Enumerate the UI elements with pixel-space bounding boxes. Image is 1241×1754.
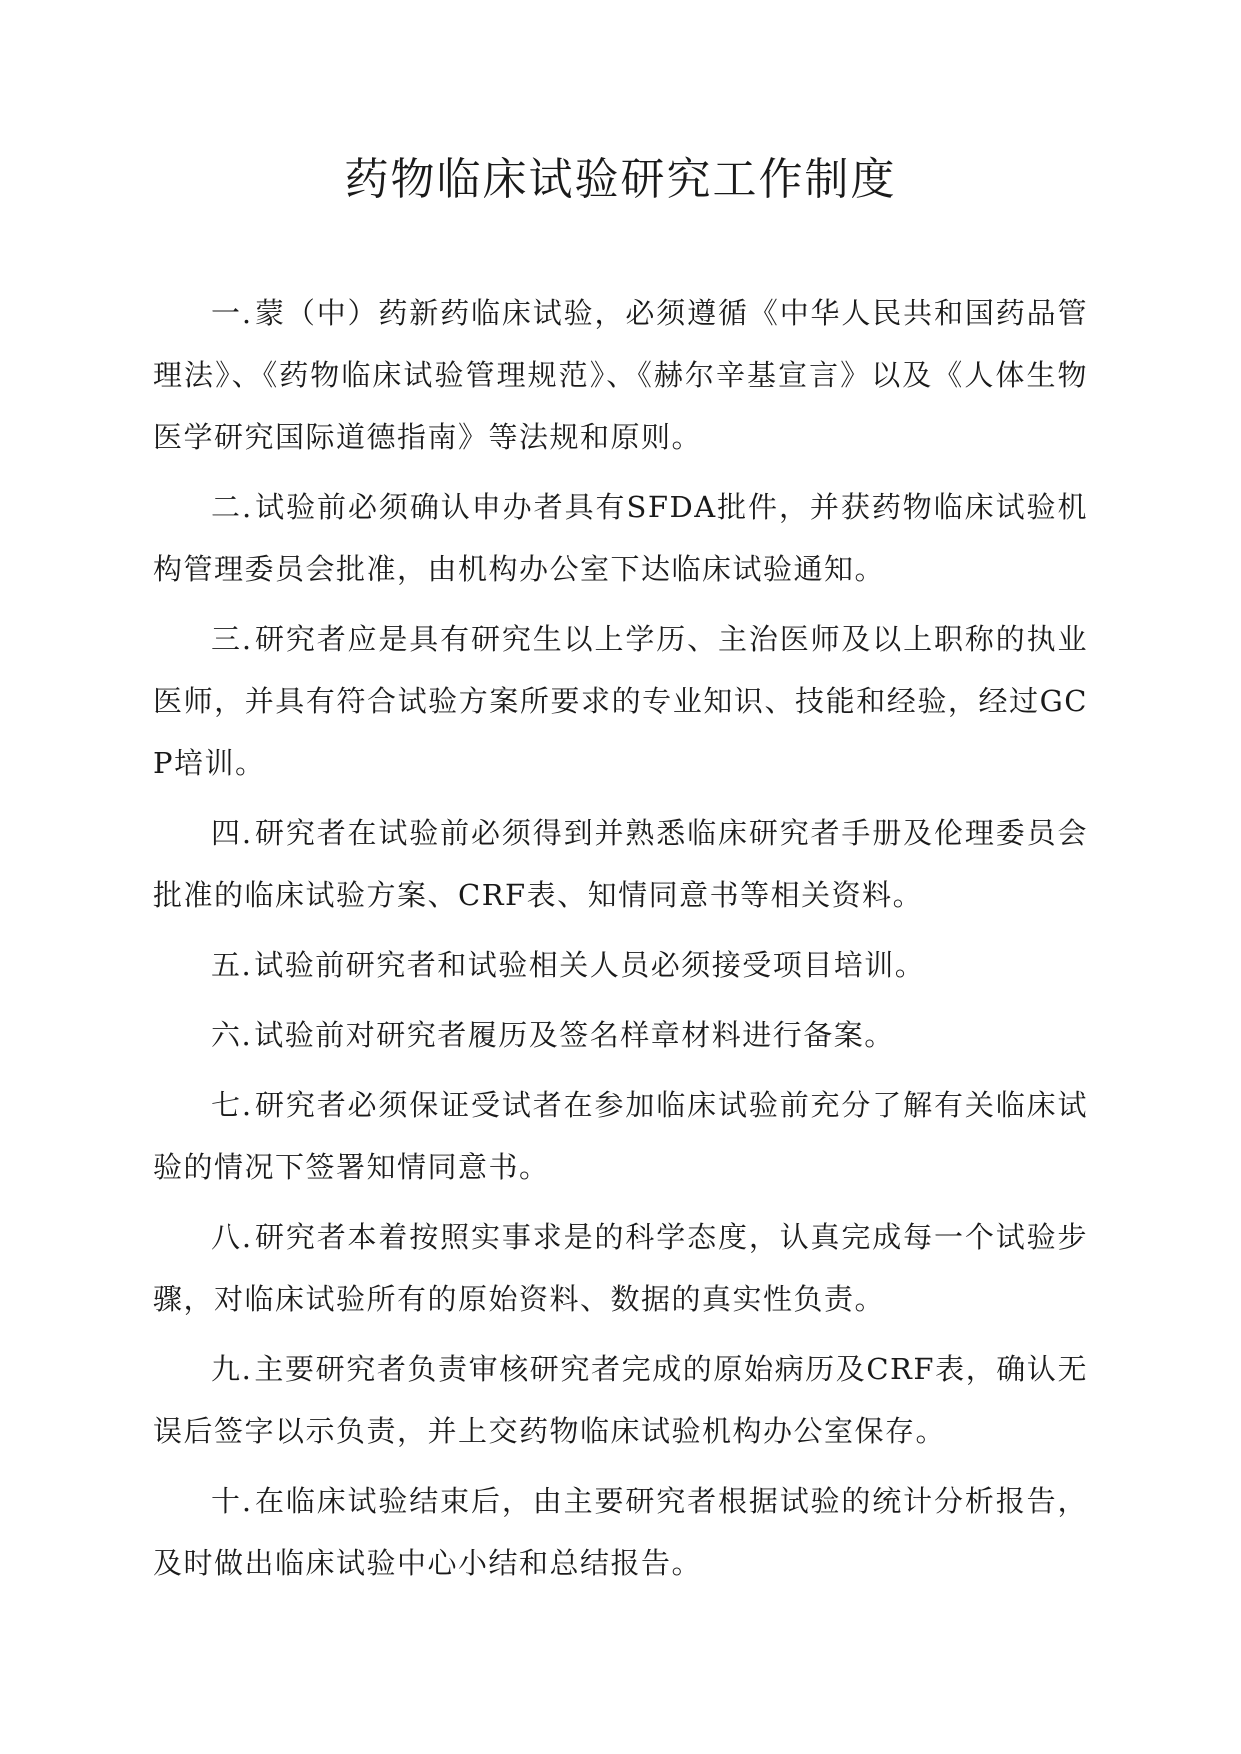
paragraph-number: 八. (211, 1220, 253, 1254)
paragraph-text: 研究者本着按照实事求是的科学态度，认真完成每一个试验步骤，对临床试验所有的原始资料、数据的真实性负责。 (153, 1220, 1088, 1316)
paragraph-number: 十. (211, 1484, 253, 1518)
paragraph-text: 在临床试验结束后，由主要研究者根据试验的统计分析报告，及时做出临床试验中心小结和总结报告。 (153, 1484, 1088, 1580)
paragraph-number: 三. (211, 622, 253, 656)
paragraph-7 (153, 1074, 1088, 1198)
paragraph-1 (153, 282, 1088, 468)
paragraph-text: 试验前必须确认申办者具有SFDA批件，并获药物临床试验机构管理委员会批准，由机构办公室下达临床试验通知。 (153, 490, 1089, 586)
paragraph-number: 二. (211, 490, 253, 524)
paragraph-10 (153, 1470, 1088, 1594)
paragraph-text: 主要研究者负责审核研究者完成的原始病历及CRF表，确认无误后签字以示负责，并上交药物临床试验机构办公室保存。 (153, 1352, 1089, 1448)
paragraph-text: 研究者应是具有研究生以上学历、主治医师及以上职称的执业医师，并具有符合试验方案所要求的专业知识、技能和经验，经过GCP培训。 (153, 622, 1088, 780)
paragraph-number: 五. (211, 948, 253, 982)
page-title: 药物临床试验研究工作制度 (344, 154, 897, 205)
paragraph-6 (153, 1004, 1088, 1066)
paragraph-text: 试验前研究者和试验相关人员必须接受项目培训。 (254, 948, 926, 982)
document-body (153, 282, 1088, 1602)
paragraph-number: 一. (211, 296, 253, 330)
paragraph-3 (153, 608, 1088, 794)
paragraph-4 (153, 802, 1088, 926)
paragraph-5 (153, 934, 1088, 996)
paragraph-number: 六. (211, 1018, 253, 1052)
paragraph-2 (153, 476, 1088, 600)
paragraph-number: 四. (211, 816, 253, 850)
paragraph-text: 蒙（中）药新药临床试验，必须遵循《中华人民共和国药品管理法》、《药物临床试验管理规范》、《赫尔辛基宣言》以及《人体生物医学研究国际道德指南》等法规和原则。 (153, 296, 1088, 454)
paragraph-9 (153, 1338, 1088, 1462)
paragraph-number: 七. (211, 1088, 253, 1122)
paragraph-8 (153, 1206, 1088, 1330)
paragraph-text: 研究者必须保证受试者在参加临床试验前充分了解有关临床试验的情况下签署知情同意书。 (153, 1088, 1088, 1184)
paragraph-text: 研究者在试验前必须得到并熟悉临床研究者手册及伦理委员会批准的临床试验方案、CRF表、知情同意书等相关资料。 (153, 816, 1088, 912)
paragraph-text: 试验前对研究者履历及签名样章材料进行备案。 (254, 1018, 895, 1052)
paragraph-number: 九. (211, 1352, 253, 1386)
